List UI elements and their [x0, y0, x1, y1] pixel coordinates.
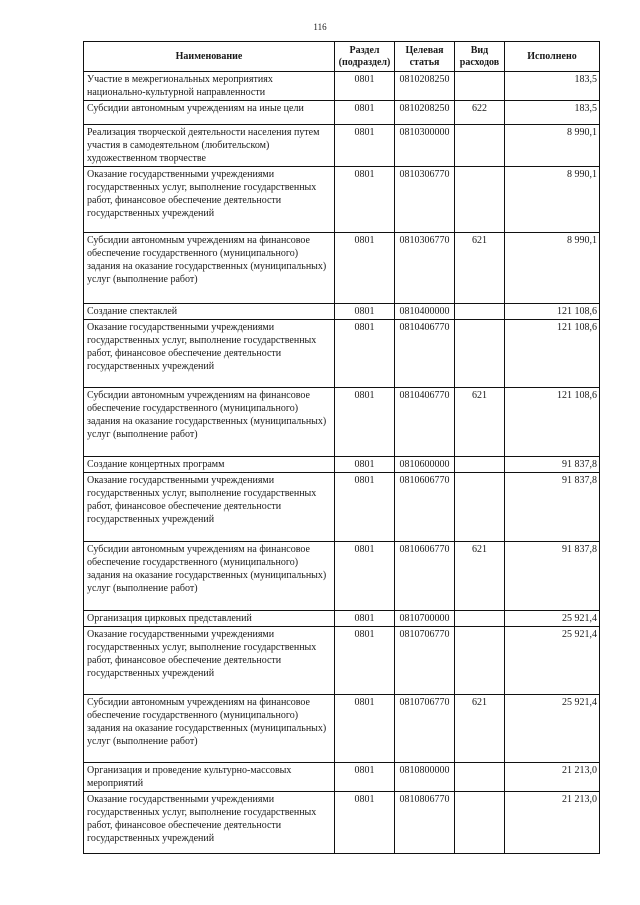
row-name: Организация цирковых представлений: [84, 611, 335, 627]
row-executed: 91 837,8: [505, 473, 600, 542]
table-row: [84, 611, 600, 627]
table-row: [84, 473, 600, 542]
row-section: 0801: [335, 233, 395, 304]
row-section: 0801: [335, 763, 395, 792]
row-article: 0810208250: [395, 72, 455, 101]
row-section: 0801: [335, 611, 395, 627]
row-article: 0810208250: [395, 101, 455, 125]
row-name: Оказание государственными учреждениями государственных услуг, выполнение государственных работ, финансовое обеспечение деятельности государственных учреждений: [84, 473, 335, 542]
row-executed: 25 921,4: [505, 695, 600, 763]
row-article: 0810306770: [395, 167, 455, 233]
row-section: 0801: [335, 320, 395, 388]
row-section: 0801: [335, 627, 395, 695]
header-section: Раздел (подраздел): [335, 42, 395, 72]
row-article: 0810800000: [395, 763, 455, 792]
row-section: 0801: [335, 457, 395, 473]
row-name: Оказание государственными учреждениями государственных услуг, выполнение государственных работ, финансовое обеспечение деятельности государственных учреждений: [84, 167, 335, 233]
row-expense-type: 622: [455, 101, 505, 125]
table-row: [84, 792, 600, 854]
table-row: [84, 101, 600, 125]
row-section: 0801: [335, 388, 395, 457]
row-name: Создание концертных программ: [84, 457, 335, 473]
header-executed: Исполнено: [505, 42, 600, 72]
row-expense-type: [455, 473, 505, 542]
row-executed: 8 990,1: [505, 233, 600, 304]
row-section: 0801: [335, 542, 395, 611]
row-article: 0810606770: [395, 542, 455, 611]
row-executed: 121 108,6: [505, 304, 600, 320]
row-article: 0810806770: [395, 792, 455, 854]
row-expense-type: [455, 792, 505, 854]
header-article: Целевая статья: [395, 42, 455, 72]
page-number: 116: [313, 22, 327, 32]
table-row: [84, 457, 600, 473]
row-section: 0801: [335, 167, 395, 233]
row-expense-type: 621: [455, 695, 505, 763]
row-article: 0810706770: [395, 695, 455, 763]
row-name: Оказание государственными учреждениями государственных услуг, выполнение государственных работ, финансовое обеспечение деятельности государственных учреждений: [84, 320, 335, 388]
row-name: Создание спектаклей: [84, 304, 335, 320]
row-expense-type: [455, 167, 505, 233]
row-executed: 25 921,4: [505, 611, 600, 627]
row-section: 0801: [335, 792, 395, 854]
row-article: 0810300000: [395, 125, 455, 167]
row-name: Реализация творческой деятельности населения путем участия в самодеятельном (любительском) художественном творчестве: [84, 125, 335, 167]
row-section: 0801: [335, 72, 395, 101]
row-name: Субсидии автономным учреждениям на финансовое обеспечение государственного (муниципального) задания на оказание государственных (муниципальных) услуг (выполнение работ): [84, 542, 335, 611]
row-article: 0810600000: [395, 457, 455, 473]
row-article: 0810706770: [395, 627, 455, 695]
row-name: Организация и проведение культурно-массовых мероприятий: [84, 763, 335, 792]
row-article: 0810606770: [395, 473, 455, 542]
row-section: 0801: [335, 125, 395, 167]
row-expense-type: [455, 304, 505, 320]
row-article: 0810406770: [395, 320, 455, 388]
row-executed: 121 108,6: [505, 388, 600, 457]
row-section: 0801: [335, 304, 395, 320]
header-name: Наименование: [84, 42, 335, 72]
row-executed: 91 837,8: [505, 457, 600, 473]
row-name: Субсидии автономным учреждениям на финансовое обеспечение государственного (муниципального) задания на оказание государственных (муниципальных) услуг (выполнение работ): [84, 388, 335, 457]
row-section: 0801: [335, 101, 395, 125]
row-expense-type: [455, 320, 505, 388]
table-row: [84, 388, 600, 457]
row-executed: 21 213,0: [505, 792, 600, 854]
row-name: Оказание государственными учреждениями государственных услуг, выполнение государственных работ, финансовое обеспечение деятельности государственных учреждений: [84, 627, 335, 695]
table-row: [84, 320, 600, 388]
row-section: 0801: [335, 695, 395, 763]
row-expense-type: [455, 763, 505, 792]
row-name: Оказание государственными учреждениями государственных услуг, выполнение государственных работ, финансовое обеспечение деятельности государственных учреждений: [84, 792, 335, 854]
row-article: 0810406770: [395, 388, 455, 457]
row-expense-type: 621: [455, 388, 505, 457]
row-executed: 21 213,0: [505, 763, 600, 792]
budget-execution-table: [83, 41, 600, 854]
row-article: 0810306770: [395, 233, 455, 304]
row-name: Участие в межрегиональных мероприятиях национально-культурной направленности: [84, 72, 335, 101]
table-header: [84, 42, 600, 72]
table-row: [84, 233, 600, 304]
table-row: [84, 763, 600, 792]
table-row: [84, 167, 600, 233]
table-row: [84, 627, 600, 695]
row-expense-type: 621: [455, 542, 505, 611]
row-executed: 25 921,4: [505, 627, 600, 695]
row-expense-type: [455, 627, 505, 695]
row-name: Субсидии автономным учреждениям на финансовое обеспечение государственного (муниципального) задания на оказание государственных (муниципальных) услуг (выполнение работ): [84, 233, 335, 304]
row-executed: 121 108,6: [505, 320, 600, 388]
row-executed: 183,5: [505, 101, 600, 125]
table-body: [84, 72, 600, 854]
row-name: Субсидии автономным учреждениям на финансовое обеспечение государственного (муниципального) задания на оказание государственных (муниципальных) услуг (выполнение работ): [84, 695, 335, 763]
row-expense-type: [455, 72, 505, 101]
row-article: 0810400000: [395, 304, 455, 320]
header-expense-type: Вид расходов: [455, 42, 505, 72]
table-row: [84, 695, 600, 763]
table-row: [84, 542, 600, 611]
row-name: Субсидии автономным учреждениям на иные цели: [84, 101, 335, 125]
table-row: [84, 72, 600, 101]
row-executed: 8 990,1: [505, 167, 600, 233]
table-row: [84, 125, 600, 167]
row-executed: 8 990,1: [505, 125, 600, 167]
row-expense-type: [455, 611, 505, 627]
row-executed: 183,5: [505, 72, 600, 101]
row-article: 0810700000: [395, 611, 455, 627]
row-expense-type: [455, 125, 505, 167]
row-executed: 91 837,8: [505, 542, 600, 611]
row-expense-type: 621: [455, 233, 505, 304]
row-expense-type: [455, 457, 505, 473]
table-row: [84, 304, 600, 320]
row-section: 0801: [335, 473, 395, 542]
